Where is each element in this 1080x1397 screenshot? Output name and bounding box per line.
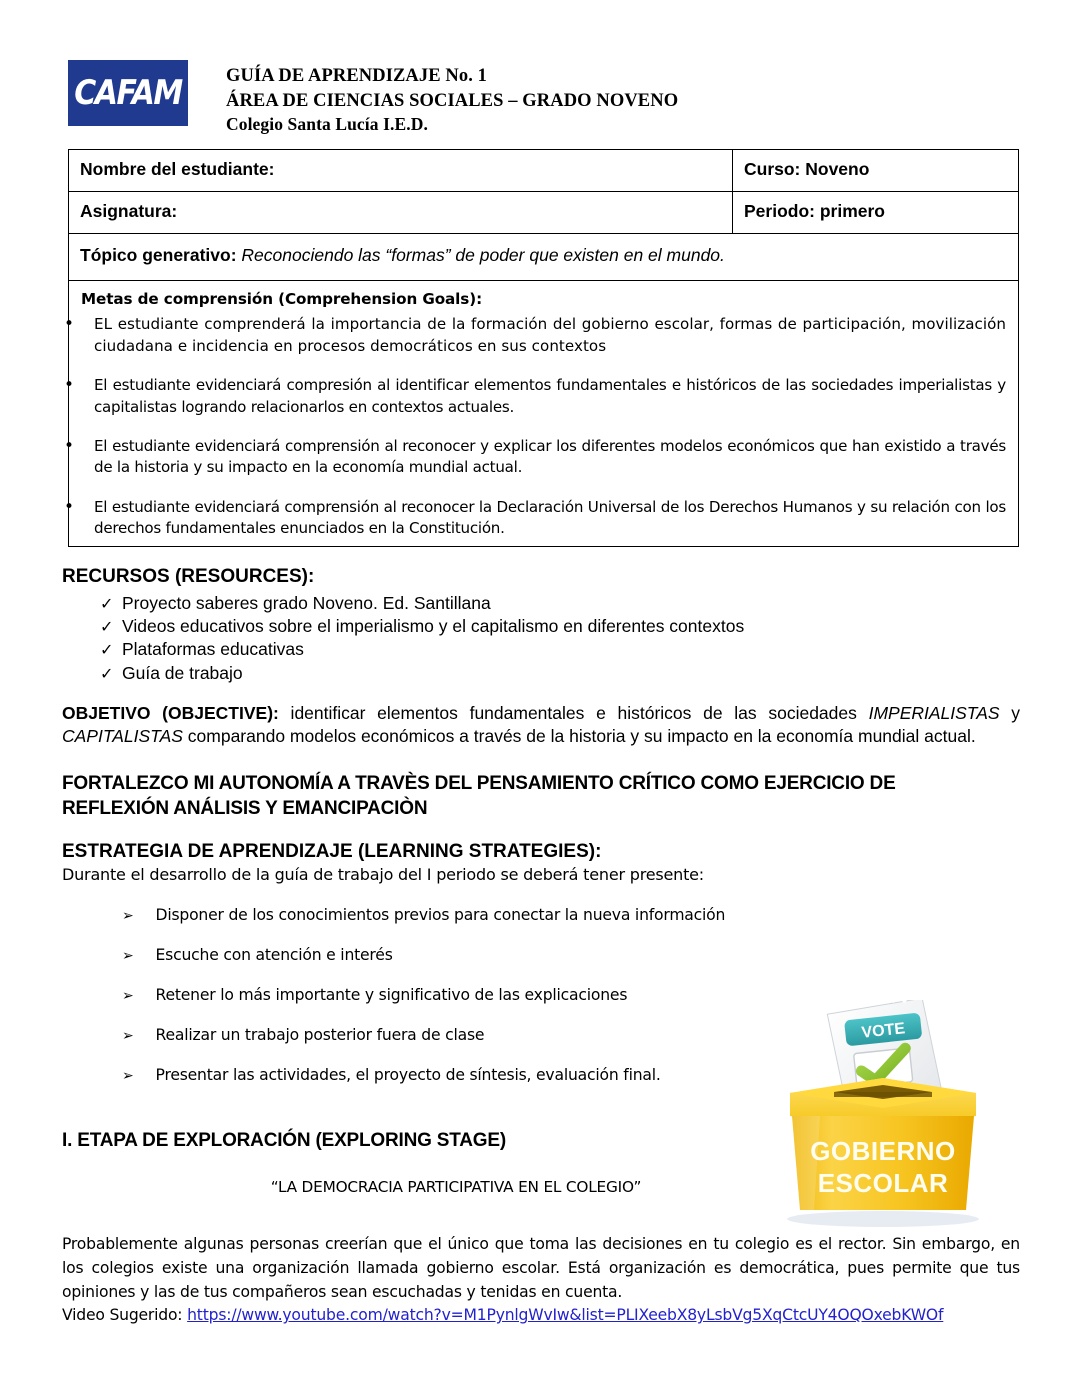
strategy-text: Presentar las actividades, el proyecto de síntesis, evaluación final. (155, 1065, 661, 1084)
bullet-icon: • (64, 436, 75, 457)
check-icon: ✓ (100, 640, 114, 660)
goal-text: El estudiante evidenciará comprensión al reconocer y explicar los diferentes modelos económicos que han existido a través de la historia y su impacto en la economía mundial actual. (94, 437, 1006, 477)
list-item (64, 436, 1018, 479)
resource-text: Proyecto saberes grado Noveno. Ed. Santillana (122, 592, 491, 613)
resources-list (62, 592, 1020, 685)
bullet-icon: • (64, 314, 75, 335)
exploration-stage-heading: I. ETAPA DE EXPLORACIÓN (EXPLORING STAGE) (62, 1129, 506, 1151)
document-header (0, 0, 1080, 136)
resource-text: Guía de trabajo (122, 662, 243, 683)
box-label-line-1: GOBIERNO (810, 1136, 956, 1166)
ballot-box-illustration (772, 1000, 994, 1228)
generative-topic-value: Reconociendo las “formas” de poder que existen en el mundo. (241, 245, 725, 266)
arrow-bullet-icon: ➢ (122, 907, 134, 924)
check-icon: ✓ (100, 663, 114, 683)
list-item (64, 314, 1018, 357)
check-icon: ✓ (100, 593, 114, 613)
objective-text-1: identificar elementos fundamentales e históricos de las sociedades (278, 702, 869, 723)
arrow-bullet-icon: ➢ (122, 1027, 134, 1044)
cafam-logo-text: CAFAM (74, 73, 182, 113)
arrow-bullet-icon: ➢ (122, 987, 134, 1004)
autonomy-line-1: FORTALEZCO MI AUTONOMÍA A TRAVÈS DEL PENSAMIENTO CRÍTICO COMO EJERCICIO DE (62, 773, 896, 795)
bullet-icon: • (64, 496, 75, 517)
autonomy-line-2: REFLEXIÓN ANÁLISIS Y EMANCIPACIÒN (62, 797, 428, 819)
course-cell: Curso: Noveno (733, 150, 1019, 192)
cafam-logo (68, 60, 188, 126)
strategy-text: Retener lo más importante y significativo de las explicaciones (155, 985, 628, 1004)
comprehension-goals-title: Metas de comprensión (Comprehension Goals): (81, 290, 483, 309)
school-name: Colegio Santa Lucía I.E.D. (226, 114, 428, 135)
video-label: Video Sugerido: (62, 1306, 188, 1325)
objective-paragraph (62, 702, 1020, 749)
list-item (62, 638, 1020, 661)
strategies-intro: Durante el desarrollo de la guía de trabajo del I periodo se deberá tener presente: (62, 864, 704, 884)
list-item (62, 592, 1020, 615)
strategy-text: Realizar un trabajo posterior fuera de clase (155, 1025, 485, 1044)
bullet-icon: • (64, 375, 75, 396)
resources-heading: RECURSOS (RESOURCES): (62, 565, 315, 587)
table-row (69, 234, 1019, 281)
autonomy-statement (62, 772, 1020, 821)
objective-text-2: y (999, 702, 1020, 723)
list-item (64, 375, 1018, 418)
list-item (62, 906, 1020, 924)
vote-label: VOTE (860, 1020, 906, 1042)
table-row (69, 150, 1019, 192)
exploration-quote: “LA DEMOCRACIA PARTICIPATIVA EN EL COLEGIO” (270, 1177, 642, 1196)
arrow-bullet-icon: ➢ (122, 947, 134, 964)
subject-cell: Asignatura: (69, 192, 733, 234)
video-suggestion-line (62, 1304, 1020, 1327)
list-item (62, 946, 1020, 964)
strategy-text: Disponer de los conocimientos previos para conectar la nueva información (155, 905, 726, 924)
list-item (62, 615, 1020, 638)
objective-italic-1: IMPERIALISTAS (868, 702, 1000, 723)
comprehension-goals-cell (64, 281, 1019, 546)
goal-text: El estudiante evidenciará comprensión al reconocer la Declaración Universal de los Derechos Humanos y su relación con los derechos fundamentales enunciados en la Constitución. (94, 497, 1006, 538)
strategies-heading: ESTRATEGIA DE APRENDIZAJE (LEARNING STRATEGIES): (62, 840, 602, 862)
strategy-text: Escuche con atención e interés (155, 945, 393, 964)
goal-text: EL estudiante comprenderá la importancia de la formación del gobierno escolar, formas de participación, movilización ciudadana e incidencia en procesos democráticos en sus contextos (94, 315, 1006, 355)
generative-topic-label: Tópico generativo: (80, 245, 237, 266)
header-title-block (226, 60, 678, 136)
box-label-line-2: ESCOLAR (817, 1168, 949, 1198)
generative-topic-cell (69, 234, 1019, 281)
table-row (69, 281, 1019, 546)
exploration-paragraph: Probablemente algunas personas creerían que el único que toma las decisiones en tu colegio es el rector. Sin embargo, en los colegios existe una organización llamada gobierno escolar. Está organización es democrática, pues permite que tus opiniones y las de tus compañeros sean escuchadas y tenidas en cuenta. (62, 1234, 1020, 1301)
check-icon: ✓ (100, 616, 114, 636)
resource-text: Plataformas educativas (122, 639, 304, 660)
objective-label: OBJETIVO (OBJECTIVE): (62, 702, 279, 723)
student-info-table (64, 149, 1019, 546)
goal-text: El estudiante evidenciará compresión al identificar elementos fundamentales e históricos de las sociedades imperialistas y capitalistas logrando relacionarlos en contextos actuales. (94, 376, 1006, 416)
objective-text-3: comparando modelos económicos a través de la historia y su impacto en la economía mundial actual. (182, 726, 976, 747)
list-item (64, 496, 1018, 540)
area-grade-title: ÁREA DE CIENCIAS SOCIALES – GRADO NOVENO (226, 90, 679, 111)
objective-italic-2: CAPITALISTAS (62, 726, 183, 747)
table-row (69, 192, 1019, 234)
student-name-cell: Nombre del estudiante: (69, 150, 733, 192)
arrow-bullet-icon: ➢ (122, 1067, 134, 1084)
guide-title: GUÍA DE APRENDIZAJE No. 1 (226, 66, 488, 86)
youtube-video-link[interactable]: https://www.youtube.com/watch?v=M1PynlgWvIw&list=PLIXeebX8yLsbVg5XqCtcUY4OQOxebKWOf (187, 1306, 944, 1325)
list-item (62, 662, 1020, 685)
resource-text: Videos educativos sobre el imperialismo y el capitalismo en diferentes contextos (122, 615, 745, 636)
period-cell: Periodo: primero (733, 192, 1019, 234)
